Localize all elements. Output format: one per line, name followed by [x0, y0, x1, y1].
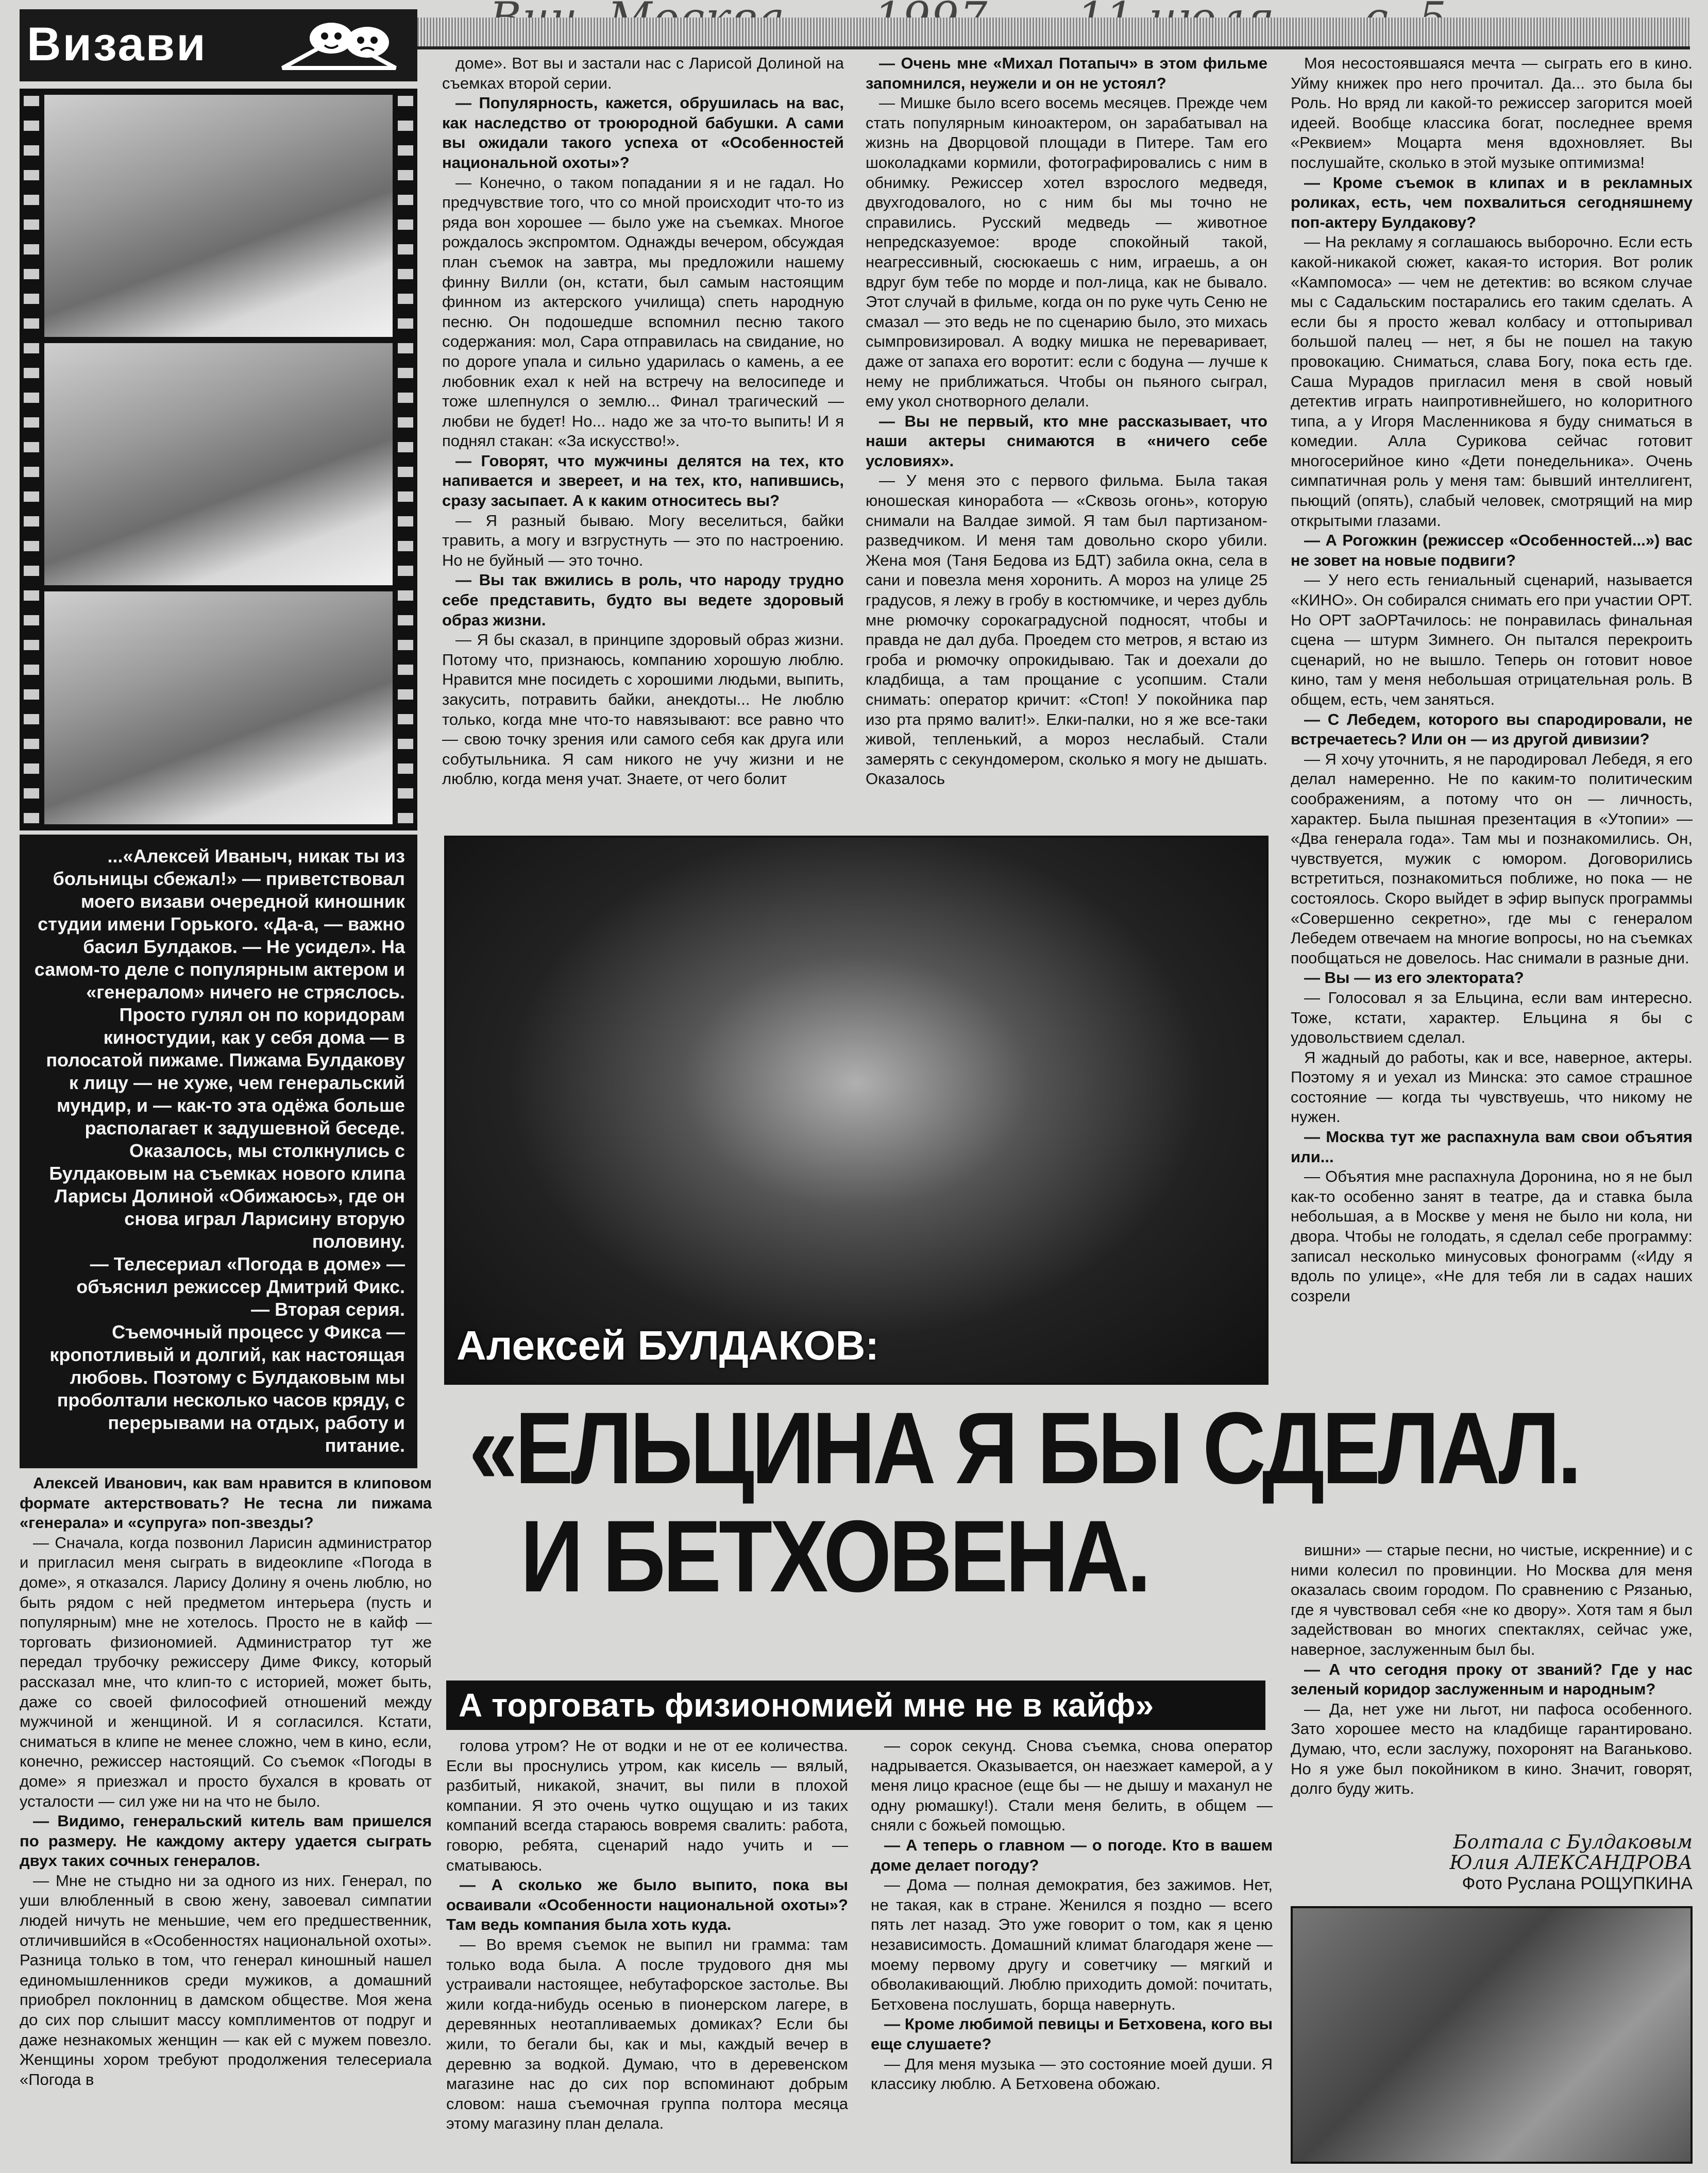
- lead-box: [20, 835, 417, 1468]
- question-paragraph: — Говорят, что мужчины делятся на тех, кто напивается и звереет, и на тех, кто, напившись, сразу засыпает. А к каким относитесь вы?: [442, 451, 844, 510]
- answer-paragraph: — Да, нет уже ни льгот, ни пафоса особенного. Зато хорошее место на кладбище гарантировано. Думаю, что, если заслужу, похоронят на Ваганьково. Но я уже был покойником в кино. Значит, говорят, долго буду жить.: [1291, 1700, 1693, 1798]
- lead-paragraph: — Телесериал «Погода в доме» — объяснил режиссер Дмитрий Фикс.: [76, 1253, 405, 1297]
- question-paragraph: — Кроме съемок в клипах и в рекламных роликах, есть, чем похвалиться сегодняшнему поп-актеру Булдакову?: [1291, 173, 1693, 231]
- question-paragraph: — Вы так вжились в роль, что народу трудно себе представить, будто вы ведете здоровый образ жизни.: [442, 571, 844, 629]
- question-paragraph: — Популярность, кажется, обрушилась на вас, как наследство от троюродной бабушки. А сами вы ожидали такого успеха от «Особенностей национальной охоты»?: [442, 94, 844, 172]
- question-paragraph: — Вы не первый, кто мне рассказывает, что наши актеры снимаются в «ничего себе условиях».: [866, 412, 1267, 470]
- lead-paragraph: — Вторая серия.: [251, 1299, 405, 1320]
- lead-paragraph: ...«Алексей Иваныч, никак ты из больницы сбежал!» — приветствовал моего визави очередной киношник студии имени Горького. «Да-а, — важно басил Булдаков. — Не усидел». На самом-то деле с популярным актером и «генералом» ничего не стряслось. Просто гулял он по коридорам киностудии, как у себя дома — в полосатой пижаме. Пижама Булдакову к лицу — не хуже, чем генеральский мундир, и — как-то эта одёжа больше располагает к задушевной беседе. Оказалось, мы столкнулись с Булдаковым на съемках нового клипа Ларисы Долиной «Обижаюсь», где он снова играл Ларисину вторую половину.: [34, 845, 405, 1252]
- question-paragraph: — А Рогожкин (режиссер «Особенностей...») вас не зовет на новые подвиги?: [1291, 531, 1693, 569]
- couple-photo: [1291, 1906, 1693, 2164]
- column-3-top: [866, 54, 1267, 831]
- headline-line-2: И БЕТХОВЕНА.: [520, 1499, 1149, 1613]
- masks-icon: [277, 16, 411, 76]
- film-holes-left: [24, 89, 39, 830]
- answer-paragraph: вишни» — старые песни, но чистые, искренние) и с ними колесил по провинции. Но Москва для меня оказалась своим городом. По сравнению с Рязанью, где я чувствовал себя «не ко двору». Хотя там я был задействован во многих спектаклях, сейчас уже, наверное, заслуженным был бы.: [1291, 1541, 1693, 1658]
- bath-photo-2: [44, 343, 393, 585]
- answer-paragraph: — Я хочу уточнить, я не пародировал Лебедя, я его делал намеренно. Не по каким-то политическим соображениям, а потому что он — личность, характер. Была пышная презентация в «Утопии» — «Два генерала года». Там мы и познакомились. Он, чувствуется, мужик с юмором. Договорились встретиться, познакомиться поближе, но пока — не состоялось. Скоро выйдет в эфир выпуск программы «Совершенно секретно», где мы с генералом Лебедем отвечаем на многие вопросы, но на съемках пообщаться не довелось. Нас снимали в разные дни.: [1291, 750, 1693, 967]
- answer-paragraph: — Мишке было всего восемь месяцев. Прежде чем стать популярным киноактером, он зарабатывал на жизнь на Дворцовой площади в Питере. Там его шоколадками кормили, фотографировались с ним в обнимку. Режиссер хотел взрослого медведя, двухгодовалого, но с ним бы мы точно не справились. Русский медведь — животное непредсказуемое: вроде спокойный такой, неагрессивный, сюсюкаешь с ним, играешь, а он вдруг бум тебе по морде и пол-лица, как не бывало. Этот случай в фильме, когда он по руке чуть Сеню не смазал — это ведь не по сценарию было, это михась сымпровизировал. А водку мишка не переваривает, даже от запаха его воротит: если с бодуна — лучше к нему не приближаться. Чтобы он пьяного сыграл, ему укол снотворного делали.: [866, 94, 1267, 411]
- question-paragraph: — Москва тут же распахнула вам свои объятия или...: [1291, 1128, 1693, 1166]
- headline-line-1: «ЕЛЬЦИНА Я БЫ СДЕЛАЛ.: [469, 1391, 1579, 1505]
- question-paragraph: — А что сегодня проку от званий? Где у нас зеленый коридор заслуженным и народным?: [1291, 1660, 1693, 1699]
- interviewee-name: Алексей БУЛДАКОВ:: [456, 1322, 879, 1368]
- bath-photo-1: [44, 95, 393, 337]
- answer-paragraph: Я жадный до работы, как и все, наверное, актеры. Поэтому я и уехал из Минска: это самое страшное состояние — когда ты чувствуешь, что никому не нужен.: [1291, 1048, 1693, 1126]
- answer-paragraph: — Во время съемок не выпил ни грамма: там только вода была. А после трудового дня мы устраивали настоящее, небутафорское застолье. Вы жили когда-нибудь осенью в пионерском лагере, в деревянных неотапливаемых домиках? Если бы жили, то бегали бы, как и мы, каждый вечер в деревню за водкой. Думаю, что в деревенском магазине нас до сих пор вспоминают добрым словом: наша съемочная группа полтора месяца этому магазину план делала.: [446, 1935, 848, 2133]
- answer-paragraph: — сорок секунд. Снова съемка, снова оператор надрывается. Оказывается, он наезжает камерой, а у меня лицо красное (еще бы — не дышу и маханул не одну рюмашку!). Стали меня белить, в общем — сняли с божьей помощью.: [871, 1737, 1273, 1835]
- film-holes-right: [398, 89, 413, 830]
- question-paragraph: — Кроме любимой певицы и Бетховена, кого вы еще слушаете?: [871, 2015, 1273, 2053]
- column-3-bottom: [871, 1736, 1273, 2164]
- answer-paragraph: Моя несостоявшаяся мечта — сыграть его в кино. Уйму книжек про него прочитал. Да... это была бы Роль. Но вряд ли какой-то режиссер загорится моей идеей. Вообще классика богат, последнее время «Реквием» Моцарта меня вдохновляет. Вы послушайте, сколько в этой музыке оптимизма!: [1291, 54, 1693, 172]
- rubric-title: Визави: [27, 18, 207, 71]
- question-paragraph: — Видимо, генеральский китель вам пришелся по размеру. Не каждому актеру удается сыграть двух таких сочных генералов.: [20, 1812, 432, 1870]
- answer-paragraph: — Объятия мне распахнула Доронина, но я не был как-то особенно занят в театре, да и ставка была небольшая, а в Москве у меня не было ни кола, ни двора. Чтобы не голодать, я сделал себе программу: записал несколько минусовых фонограмм («Иду я вдоль по улице», «Не для тебя ли в садах наших созрели: [1291, 1167, 1693, 1305]
- answer-paragraph: — Сначала, когда позвонил Ларисин администратор и пригласил меня сыграть в видеоклипе «Погода в доме», я отказался. Ларису Долину я очень люблю, но быть рядом с ней предметом интерьера (пусть и популярным) мне не хотелось. Просто не в кайф — торговать физиономией. Администратор тут же передал трубочку режиссеру Диме Фиксу, который рассказал мне, что клип-то с историей, может быть, даже со своей философией отношений между мужчиной и женщиной. И я согласился. Кстати, сниматься в клипе не менее сложно, чем в кино, если, конечно, режиссер настоящий. Со съемок «Погоды в доме» я приезжал и просто бухался в кровать от усталости — сил уже ни на что не было.: [20, 1533, 432, 1810]
- column-4-top: [1291, 54, 1693, 1393]
- answer-paragraph: доме». Вот вы и застали нас с Ларисой Долиной на съемках второй серии.: [442, 54, 844, 92]
- answer-paragraph: — У меня это с первого фильма. Была такая юношеская киноработа — «Сквозь огонь», которую снимали на Валдае зимой. Я там был партизаном-разведчиком. И меня там довольно скоро убили. Жена моя (Таня Бедова из БДТ) забила окна, села в сани и повезла меня хоронить. А мороз на улице 25 градусов, я лежу в гробу в костюмчике, и через дубль мне рюмочку сорокаградусной подносят, чтобы и правда не дал дуба. Проедем сто метров, я встаю из гроба и рюмочку опрокидываю. Так и доехали до кладбища, а там прощание с усопшим. Стали снимать: оператор кричит: «Стоп! У покойника пар изо рта прямо валит!». Елки-палки, но я же все-таки живой, тепленький, а мороз неслабый. Стали замерять с секундомером, сколько я могу не дышать. Оказалось: [866, 471, 1267, 788]
- question-paragraph: Алексей Иванович, как вам нравится в клиповом формате актерствовать? Не тесна ли пижама «генерала» и «супруга» поп-звезды?: [20, 1474, 432, 1532]
- answer-paragraph: — Голосовал я за Ельцина, если вам интересно. Тоже, кстати, характер. Ельцина я бы с удовольствием сделал.: [1291, 988, 1693, 1047]
- rubric-header: [20, 9, 417, 81]
- answer-paragraph: — Мне не стыдно ни за одного из них. Генерал, по уши влюбленный в свою жену, завоевал симпатии людей ничуть не меньшие, чем его предшественник, отличившийся в «Особенностях национальной охоты». Разница только в том, что генерал киношный нашел единомышленников среди мужиков, а домашний приобрел поклонниц в дамском обществе. Моя жена до сих пор слышит массу комплиментов от подруг и даже незнакомых женщин — как ей с мужем повезло. Женщины хором требуют продолжения телесериала «Погода в: [20, 1871, 432, 2089]
- question-paragraph: — А теперь о главном — о погоде. Кто в вашем доме делает погоду?: [871, 1836, 1273, 1874]
- question-paragraph: — Вы — из его электората?: [1304, 969, 1524, 987]
- question-paragraph: — А сколько же было выпито, пока вы осваивали «Особенности национальной охоты»? Там ведь компания была хоть куда.: [446, 1876, 848, 1934]
- bath-photo-3: [44, 591, 393, 824]
- headline-subtitle: А торговать физиономией мне не в кайф»: [446, 1680, 1265, 1730]
- column-2-top: [442, 54, 844, 831]
- column-1-bottom: [20, 1473, 432, 2164]
- answer-paragraph: — У него есть гениальный сценарий, называется «КИНО». Он собирался снимать его при участии ОРТ. Но ОРТ заОРТачилось: не понравилась финальная сцена — штурм Зимнего. Он пытался перекроить сценарий, но не вышло. Теперь он готовит новое кино, там у меня небольшая отрицательная роль. В общем, есть, чем заняться.: [1291, 571, 1693, 708]
- main-photo: [444, 836, 1269, 1385]
- photo-credit: Фото Руслана РОЩУПКИНА: [1462, 1874, 1693, 1893]
- column-4-bottom: [1291, 1540, 1693, 1829]
- byline: [1291, 1832, 1693, 1899]
- film-strip: [20, 89, 417, 830]
- column-2-bottom: [446, 1736, 848, 2164]
- byline-line-1: Болтала с Булдаковым: [1453, 1831, 1693, 1853]
- byline-line-2: Юлия АЛЕКСАНДРОВА: [1449, 1852, 1693, 1874]
- answer-paragraph: — Я разный бываю. Могу веселиться, байки травить, а могу и взгрустнуть — это по настроению. Но не буйный — это точно.: [442, 511, 844, 569]
- answer-paragraph: — Дома — полная демократия, без зажимов. Нет, не такая, как в стране. Женился я поздно — всего пять лет назад. Это уже говорит о том, как я ценю независимость. Домашний климат благодаря жене — моему первому другу и советчику — мягкий и обволакивающий. Люблю приходить домой: почитать, Бетховена послушать, борща навернуть.: [871, 1876, 1273, 2013]
- answer-paragraph: — На рекламу я соглашаюсь выборочно. Если есть какой-никакой сюжет, какая-то история. Вот ролик «Кампомоса» — чем не детектив: во всяком случае мы с Садальским постарались его таким сделать. А если бы я просто жевал колбасу и оттопыривал большой палец — нет, я бы не пошел на такую провокацию. Сниматься, слава Богу, пока есть где. Саша Мурадов пригласил меня в свой новый детектив играть наипротивнейшего, но колоритного типа, а у Игоря Масленникова я буду сниматься в комедии. Алла Сурикова сейчас готовит многосерийное кино «Дети понедельника». Очень симпатичная роль у меня там: бывший интеллигент, пьющий (опять), слабый человек, смотрящий на мир открытыми глазами.: [1291, 233, 1693, 530]
- lead-paragraph: Съемочный процесс у Фикса — кропотливый и долгий, как настоящая любовь. Поэтому с Булдаковым мы проболтали несколько часов кряду, с перерывами на отдых, работу и питание.: [49, 1321, 405, 1456]
- question-paragraph: — Очень мне «Михал Потапыч» в этом фильме запомнился, неужели и он не устоял?: [866, 54, 1267, 92]
- question-paragraph: — С Лебедем, которого вы спародировали, не встречаетесь? Или он — из другой дивизии?: [1291, 710, 1693, 749]
- answer-paragraph: — Конечно, о таком попадании я и не гадал. Но предчувствие того, что со мной происходит что-то из ряда вон хорошее — было уже на съемках. Многое рождалось экспромтом. Однажды вечером, обсуждая план съемок на завтра, мы предложили нашему финну Вилли (он, кстати, был самым настоящим финном из актерского училища) спеть народную песню. Он подошедше вспомнил песню такого содержания: мол, Сара отправилась на свидание, но по дороге упала и сильно ударилась о камень, а ее любовник ехал к ней на встречу на велосипеде и тоже шлепнулся о землю... Финал трагический — любви не будет! Но... надо же за что-то выпить! И я поднял стакан: «За искусство!».: [442, 173, 844, 450]
- answer-paragraph: голова утром? Не от водки и не от ее количества. Если вы проснулись утром, как кисель — вялый, разбитый, никакой, значит, вы пили в плохой компании. Я это очень чутко ощущаю и из таких компаний всегда стараюсь вовремя свалить: работа, говорю, ребята, сценарий надо учить и — сматываюсь.: [446, 1737, 848, 1874]
- answer-paragraph: — Для меня музыка — это состояние моей души. Я классику люблю. А Бетховена обожаю.: [871, 2055, 1273, 2093]
- answer-paragraph: — Я бы сказал, в принципе здоровый образ жизни. Потому что, признаюсь, компанию хорошую люблю. Нравится мне посидеть с хорошими людьми, выпить, закусить, потравить байки, анекдоты... Не люблю только, когда мне что-то навязывают: все равно что — свою точку зрения или самого себя как друга или собутыльника. Я сам никого не учу жизни и не люблю, когда меня учат. Знаете, от чего болит: [442, 631, 844, 788]
- header-rule: [417, 18, 1690, 49]
